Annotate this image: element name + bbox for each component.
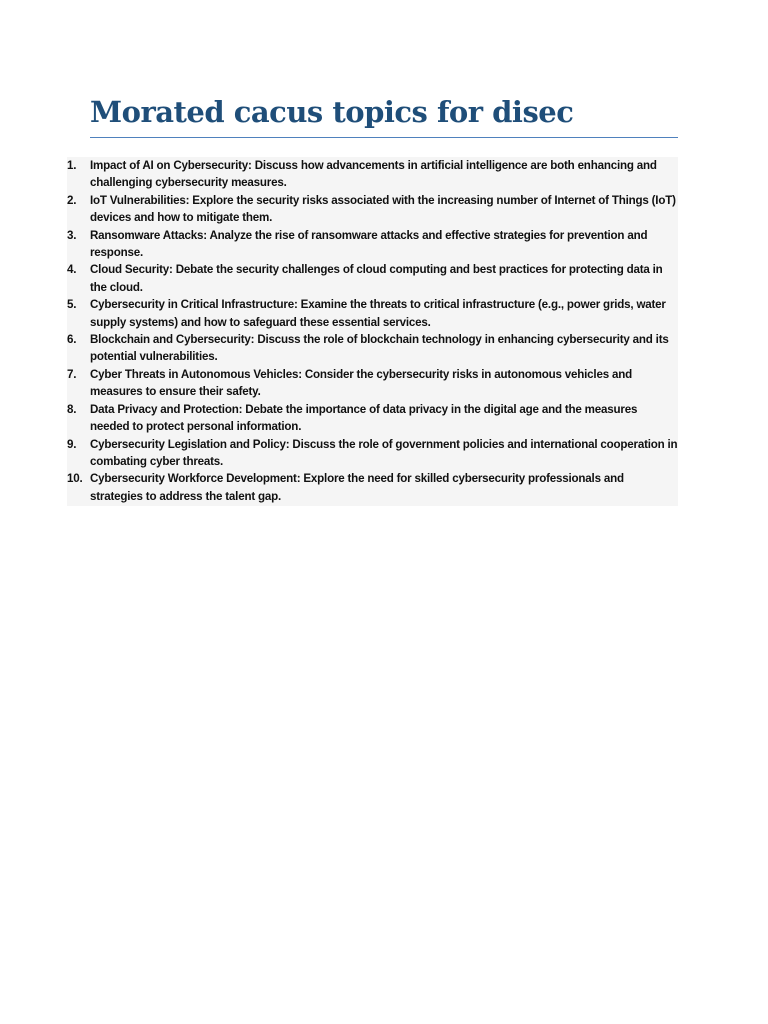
title-underline — [90, 137, 678, 138]
list-item-number: 3. — [67, 228, 77, 242]
list-item-number: 1. — [67, 159, 77, 172]
list-item-text: Impact of AI on Cybersecurity: Discuss how advancements in artificial intelligence are both enhancing and challenging cybersecurity measures. — [90, 159, 657, 190]
list-item — [67, 366, 678, 401]
topics-list — [67, 157, 678, 505]
page-title: Morated cacus topics for disec — [90, 95, 574, 129]
list-item — [67, 192, 678, 227]
list-item-number: 2. — [67, 193, 77, 207]
list-item-text: Data Privacy and Protection: Debate the importance of data privacy in the digital age and the measures needed to protect personal information. — [90, 402, 638, 434]
list-item-text: Cybersecurity Workforce Development: Explore the need for skilled cybersecurity professionals and strategies to address the talent gap. — [90, 472, 624, 503]
list-item-number: 9. — [67, 437, 77, 451]
topics-list-block — [67, 157, 678, 506]
list-item-text: Cybersecurity in Critical Infrastructure: Examine the threats to critical infrastructure (e.g., power grids, water supply systems) and how to safeguard these essential services. — [90, 298, 666, 329]
list-item-text: IoT Vulnerabilities: Explore the security risks associated with the increasing number of Internet of Things (IoT) devices and how to mitigate them. — [90, 193, 676, 225]
list-item-text: Cyber Threats in Autonomous Vehicles: Consider the cybersecurity risks in autonomous vehicles and measures to ensure their safety. — [90, 367, 632, 399]
list-item — [67, 296, 678, 331]
list-item-number: 5. — [67, 298, 77, 312]
list-item — [67, 331, 678, 366]
list-item — [67, 157, 678, 192]
list-item — [67, 401, 678, 436]
list-item-number: 7. — [67, 367, 77, 381]
list-item — [67, 227, 678, 262]
list-item — [67, 436, 678, 471]
list-item-text: Ransomware Attacks: Analyze the rise of ransomware attacks and effective strategies for prevention and response. — [90, 228, 648, 260]
list-item — [67, 261, 678, 296]
list-item-text: Cloud Security: Debate the security challenges of cloud computing and best practices for protecting data in the cloud. — [90, 263, 663, 294]
list-item-number: 8. — [67, 402, 77, 416]
list-item-number: 4. — [67, 263, 77, 277]
list-item-text: Blockchain and Cybersecurity: Discuss the role of blockchain technology in enhancing cybersecurity and its potential vulnerabilities. — [90, 333, 669, 364]
list-item-number: 10. — [67, 472, 83, 486]
list-item-number: 6. — [67, 333, 77, 347]
list-item — [67, 470, 678, 505]
list-item-text: Cybersecurity Legislation and Policy: Discuss the role of government policies and international cooperation in combating cyber threats. — [90, 437, 678, 468]
